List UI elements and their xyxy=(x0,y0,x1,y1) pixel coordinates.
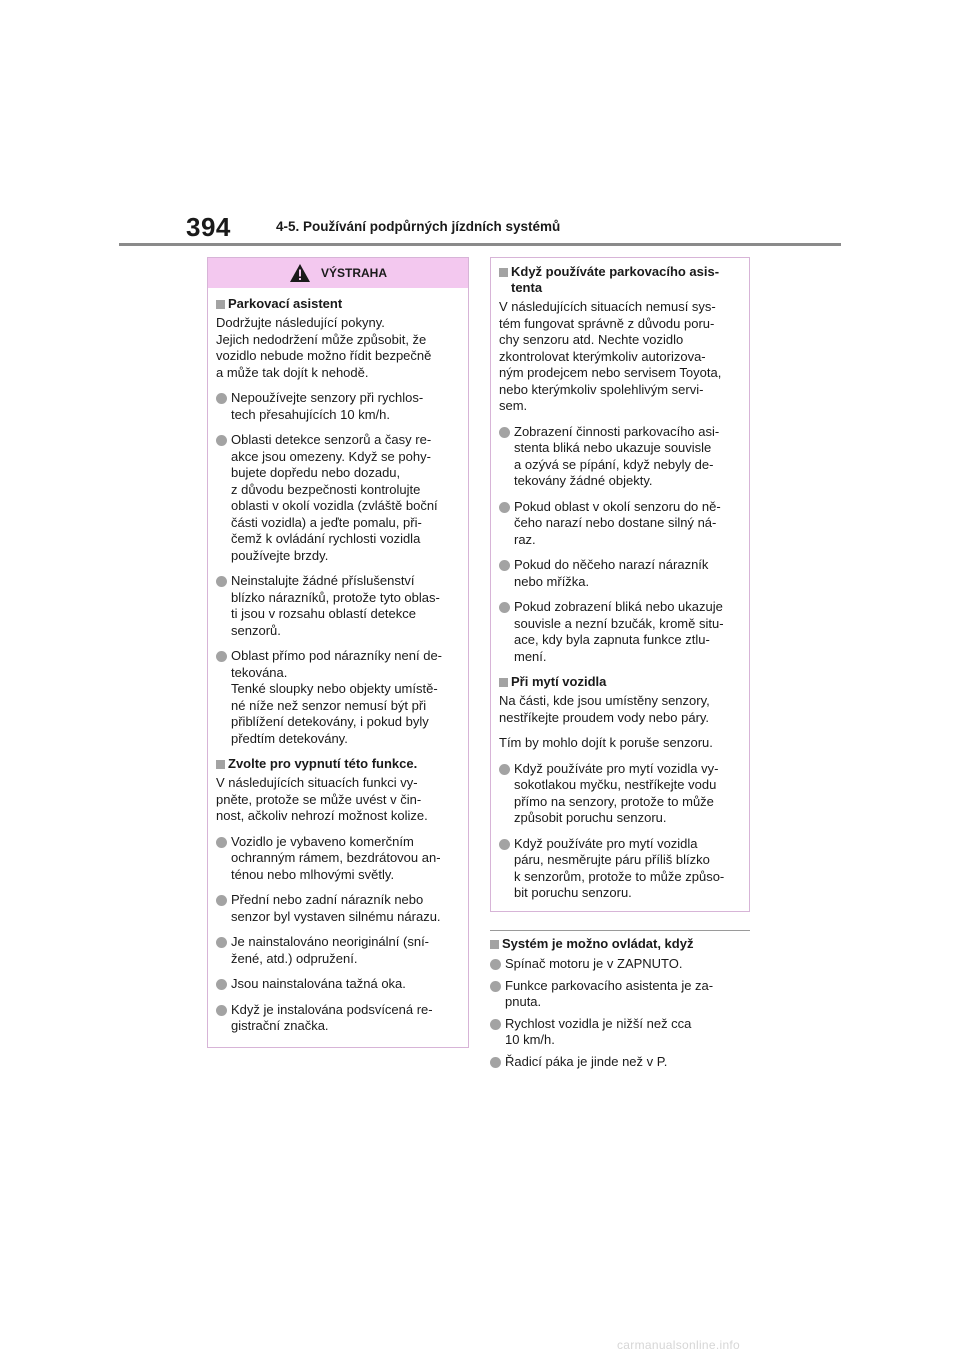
bullet-item: Oblast přímo pod nárazníky není de- tekována. Tenké sloupky nebo objekty umístě- né níže než senzor nemusí být při přiblížení detekovány, i pokud byly předtím detekovány. xyxy=(216,648,461,747)
bullet-item: Funkce parkovacího asistenta je za- pnuta. xyxy=(490,978,752,1011)
bullet-item: Vozidlo je vybaveno komerčním ochranným rámem, bezdrátovou an- ténou nebo mlhovými světly. xyxy=(216,834,461,884)
page-number: 394 xyxy=(186,212,231,242)
warning-title: VÝSTRAHA xyxy=(320,266,387,280)
warning-body xyxy=(208,288,468,1035)
header-rule xyxy=(119,243,841,246)
info-box-body xyxy=(491,258,749,902)
bullet-item: Je nainstalováno neoriginální (sní- žené, atd.) odpružení. xyxy=(216,934,461,967)
warning-box xyxy=(207,257,469,1048)
bullet-item: Když je instalována podsvícená re- gistrační značka. xyxy=(216,1002,461,1035)
bullet-item: Když používáte pro mytí vozidla páru, nesměrujte páru příliš blízko k senzorům, protože to může způso- bit poruchu senzoru. xyxy=(499,836,742,902)
section-heading: Když používáte parkovacího asis- tenta xyxy=(499,264,742,296)
section-heading: Při mytí vozidla xyxy=(499,674,742,690)
watermark: carmanualsonline.info xyxy=(617,1338,741,1352)
section-heading: Parkovací asistent xyxy=(216,296,461,312)
bullet-item: Řadicí páka je jinde než v P. xyxy=(490,1054,752,1071)
section-rule xyxy=(490,930,750,931)
bullet-item: Když používáte pro mytí vozidla vy- sokotlakou myčku, nestříkejte vodu přímo na senzory, protože to může způsobit poruchu senzoru. xyxy=(499,761,742,827)
paragraph: V následujících situacích funkci vy- pněte, protože se může uvést v čin- nost, ačkoliv nehrozí možnost kolize. xyxy=(216,775,428,823)
bullet-item: Pokud oblast v okolí senzoru do ně- čeho narazí nebo dostane silný ná- raz. xyxy=(499,499,742,549)
paragraph: V následujících situacích nemusí sys- tém fungovat správně z důvodu poru- chy senzoru atd. Nechte vozidlo zkontrolovat kterýmkoliv autorizova- ným prodejcem nebo servisem Toyota, nebo kterýmkoliv spolehlivým servi- sem. xyxy=(499,299,722,413)
warning-header xyxy=(208,258,468,288)
bullet-item: Pokud zobrazení bliká nebo ukazuje souvisle a nezní bzučák, kromě situ- ace, kdy byla zapnuta funkce ztlu- mení. xyxy=(499,599,742,665)
bullet-item: Pokud do něčeho narazí nárazník nebo mřížka. xyxy=(499,557,742,590)
operation-conditions xyxy=(490,936,752,1075)
paragraph: Tím by mohlo dojít k poruše senzoru. xyxy=(499,735,713,750)
section-heading: Systém je možno ovládat, když xyxy=(490,936,752,952)
bullet-item: Nepoužívejte senzory při rychlos- tech přesahujících 10 km/h. xyxy=(216,390,461,423)
chapter-title: 4-5. Používání podpůrných jízdních systémů xyxy=(276,219,561,234)
bullet-item: Spínač motoru je v ZAPNUTO. xyxy=(490,956,752,973)
paragraph: Dodržujte následující pokyny. Jejich nedodržení může způsobit, že vozidlo nebude možno řídit bezpečně a může tak dojít k nehodě. xyxy=(216,315,432,380)
bullet-item: Přední nebo zadní nárazník nebo senzor byl vystaven silnému nárazu. xyxy=(216,892,461,925)
paragraph: Na části, kde jsou umístěny senzory, nestříkejte proudem vody nebo páry. xyxy=(499,693,710,725)
bullet-item: Oblasti detekce senzorů a časy re- akce jsou omezeny. Když se pohy- bujete dopředu nebo dozadu, z důvodu bezpečnosti kontrolujte oblasti v okolí vozidla (zvláště boční části vozidla) a jeďte pomalu, při- čemž k ovládání rychlosti vozidla používejte brzdy. xyxy=(216,432,461,564)
section-heading: Zvolte pro vypnutí této funkce. xyxy=(216,756,461,772)
info-box xyxy=(490,257,750,912)
bullet-item: Jsou nainstalována tažná oka. xyxy=(216,976,461,993)
bullet-item: Neinstalujte žádné příslušenství blízko nárazníků, protože tyto oblas- ti jsou v rozsahu oblastí detekce senzorů. xyxy=(216,573,461,639)
bullet-item: Rychlost vozidla je nižší než cca 10 km/h. xyxy=(490,1016,752,1049)
warning-triangle-icon xyxy=(289,263,311,283)
bullet-item: Zobrazení činnosti parkovacího asi- stenta bliká nebo ukazuje souvisle a ozývá se pípání, když nebyly de- tekovány žádné objekty. xyxy=(499,424,742,490)
